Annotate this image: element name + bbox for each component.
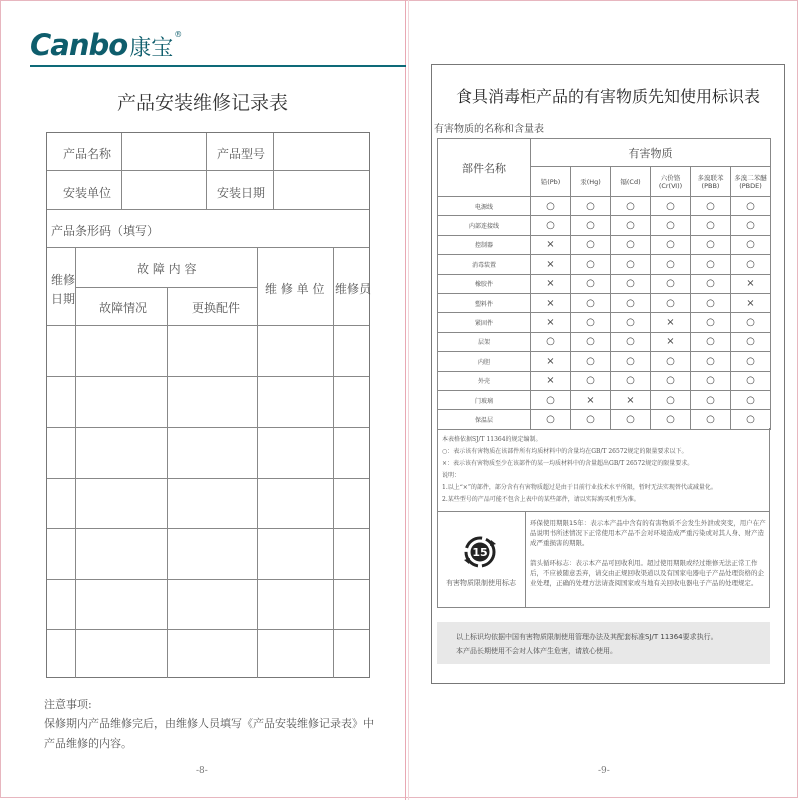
substance-mark-cell: ○ xyxy=(531,197,571,216)
substance-mark-cell: ○ xyxy=(651,293,691,312)
substance-mark-cell: ○ xyxy=(651,197,691,216)
note-line: 本表格依据SJ/T 11364的规定编制。 xyxy=(442,436,542,443)
substance-symbol: (PBDE) xyxy=(739,181,762,190)
substance-name: 镉(Cd) xyxy=(620,177,641,186)
part-name-cell: 内部连接线 xyxy=(438,216,531,235)
substance-mark-cell: × xyxy=(531,274,571,293)
hazardous-substance-table xyxy=(437,138,771,430)
table-rule xyxy=(47,209,369,210)
table-row xyxy=(438,255,771,274)
substance-mark-cell: ○ xyxy=(571,197,611,216)
page-number-right: -9- xyxy=(598,766,610,776)
substance-column-header xyxy=(611,167,651,197)
part-name-cell: 橡胶件 xyxy=(438,274,531,293)
substance-mark-cell: ○ xyxy=(691,235,731,254)
substance-mark-cell: ○ xyxy=(691,410,731,429)
substance-column-header xyxy=(531,167,571,197)
table-row xyxy=(438,332,771,351)
table-rule xyxy=(75,247,76,678)
table-rule xyxy=(257,247,258,678)
substance-mark-cell: ○ xyxy=(731,332,771,351)
substance-mark-cell: ○ xyxy=(571,332,611,351)
substance-column-header xyxy=(691,167,731,197)
table-rule xyxy=(47,579,369,580)
substance-mark-cell: × xyxy=(651,313,691,332)
substance-mark-cell: ○ xyxy=(611,410,651,429)
substance-mark-cell: ○ xyxy=(691,352,731,371)
substance-mark-cell: ○ xyxy=(691,332,731,351)
label-repair-date-line1: 维修 xyxy=(51,273,76,287)
substance-mark-cell: × xyxy=(731,293,771,312)
header-rule xyxy=(30,65,406,67)
substance-mark-cell: ○ xyxy=(651,352,691,371)
note-line: 说明： xyxy=(442,472,461,479)
substance-mark-cell: × xyxy=(731,274,771,293)
substance-mark-cell: ○ xyxy=(611,197,651,216)
logo-wordmark: Canbo xyxy=(30,28,128,62)
table-rule xyxy=(206,133,207,209)
part-name-cell: 保温层 xyxy=(438,410,531,429)
substance-mark-cell: ○ xyxy=(611,352,651,371)
label-fault-condition: 故障情况 xyxy=(99,301,148,315)
substance-column-header xyxy=(571,167,611,197)
substance-mark-cell: ○ xyxy=(611,216,651,235)
substance-mark-cell: ○ xyxy=(651,390,691,409)
substance-mark-cell: × xyxy=(571,390,611,409)
part-name-header: 部件名称 xyxy=(438,139,531,197)
label-install-unit: 安装单位 xyxy=(63,186,112,200)
table-rule xyxy=(273,133,274,209)
table-rule xyxy=(333,247,334,678)
substance-mark-cell: ○ xyxy=(651,371,691,390)
substance-mark-cell: × xyxy=(531,352,571,371)
substance-caption: 有害物质的名称和含量表 xyxy=(434,124,544,135)
page-fold-line xyxy=(405,0,406,800)
substance-mark-cell: ○ xyxy=(531,410,571,429)
epup-caption: 有害物质限制使用标志 xyxy=(446,579,516,587)
substance-mark-cell: ○ xyxy=(531,390,571,409)
note-body: 保修期内产品维修完后，由维修人员填写《产品安装维修记录表》中产品维修的内容。 xyxy=(44,717,374,750)
substance-mark-cell: × xyxy=(611,390,651,409)
substance-mark-cell: ○ xyxy=(731,410,771,429)
substance-mark-cell: × xyxy=(531,371,571,390)
substance-mark-cell: ○ xyxy=(611,313,651,332)
label-repair-unit: 维 修 单 位 xyxy=(265,282,325,296)
substance-mark-cell: ○ xyxy=(611,332,651,351)
substance-name: 多溴二苯醚 xyxy=(734,173,767,182)
label-repair-date-line2: 日期 xyxy=(51,292,76,306)
substance-header: 有害物质 xyxy=(531,139,771,167)
compliance-footer xyxy=(437,622,770,664)
epup-15-recycle-icon xyxy=(460,532,500,572)
table-rule xyxy=(47,478,369,479)
logo-chinese: 康宝 xyxy=(129,36,174,61)
substance-mark-cell: × xyxy=(531,255,571,274)
part-name-cell: 电源线 xyxy=(438,197,531,216)
logo-registered-mark: ® xyxy=(174,30,183,39)
part-name-cell: 紧固件 xyxy=(438,313,531,332)
substance-mark-cell: ○ xyxy=(531,216,571,235)
table-row xyxy=(438,352,771,371)
table-row xyxy=(438,235,771,254)
substance-mark-cell: ○ xyxy=(651,274,691,293)
page-title: 产品安装维修记录表 xyxy=(116,92,288,114)
note-line: 1.以上“×”的部件，部分含有有害物质超过是由于目前行业技术水平所限，暂时无法实现替代或减量化。 xyxy=(442,484,717,491)
substance-mark-cell: ○ xyxy=(571,352,611,371)
substance-mark-cell: ○ xyxy=(571,274,611,293)
table-rule xyxy=(75,287,257,288)
brand-logo xyxy=(30,26,182,62)
table-row xyxy=(438,274,771,293)
part-name-cell: 层架 xyxy=(438,332,531,351)
substance-mark-cell: ○ xyxy=(731,352,771,371)
table-row xyxy=(438,313,771,332)
label-install-date: 安装日期 xyxy=(217,186,266,200)
part-name-cell: 消毒装置 xyxy=(438,255,531,274)
epup-number: 15 xyxy=(472,546,488,559)
substance-symbol: (PBB) xyxy=(701,181,720,190)
substance-name: 多溴联苯 xyxy=(697,173,724,182)
substance-mark-cell: ○ xyxy=(691,390,731,409)
substance-mark-cell: ○ xyxy=(571,313,611,332)
substance-name: 汞(Hg) xyxy=(580,177,601,186)
substance-mark-cell: ○ xyxy=(571,216,611,235)
substance-mark-cell: ○ xyxy=(691,216,731,235)
substance-mark-cell: ○ xyxy=(691,293,731,312)
substance-mark-cell: ○ xyxy=(731,235,771,254)
substance-symbol: (Cr(Ⅵ)) xyxy=(658,181,683,190)
substance-mark-cell: ○ xyxy=(731,197,771,216)
compliance-line-2: 本产品长期使用不会对人体产生危害，请放心使用。 xyxy=(456,647,617,655)
substance-mark-cell: × xyxy=(651,332,691,351)
table-row xyxy=(438,410,771,429)
substance-mark-cell: ○ xyxy=(611,255,651,274)
table-rule xyxy=(47,629,369,630)
substance-mark-cell: ○ xyxy=(651,255,691,274)
substance-mark-cell: ○ xyxy=(691,313,731,332)
table-rule xyxy=(47,376,369,377)
label-parts-replaced: 更换配件 xyxy=(192,301,241,315)
page-fold-line-inner xyxy=(408,0,409,800)
substance-mark-cell: ○ xyxy=(571,410,611,429)
note-title: 注意事项: xyxy=(44,698,92,711)
table-row xyxy=(438,216,771,235)
substance-name: 铅(Pb) xyxy=(540,177,561,186)
note-line: 2.某些型号的产品可能不包含上表中的某些部件，请以实际购买机型为准。 xyxy=(442,496,640,503)
part-name-cell: 控制器 xyxy=(438,235,531,254)
part-name-cell: 内胆 xyxy=(438,352,531,371)
part-name-cell: 门玻璃 xyxy=(438,390,531,409)
substance-name: 六价铬 xyxy=(660,173,681,182)
table-row xyxy=(438,390,771,409)
epup-period-text: 环保使用期限15年：表示本产品中含有的有害物质不会发生外泄或突变，用户在产品说明书所述情况下正常使用本产品不会对环境造成严重污染或对其人身、财产造成严重损害的期限。 xyxy=(530,519,766,547)
substance-mark-cell: ○ xyxy=(691,255,731,274)
substance-mark-cell: ○ xyxy=(731,390,771,409)
substance-mark-cell: ○ xyxy=(691,371,731,390)
substance-mark-cell: ○ xyxy=(731,313,771,332)
table-row xyxy=(438,293,771,312)
page-number-left: -8- xyxy=(196,766,208,776)
substance-mark-cell: ○ xyxy=(651,235,691,254)
label-fault-content: 故 障 内 容 xyxy=(137,262,197,276)
substance-mark-cell: ○ xyxy=(731,255,771,274)
repair-record-table xyxy=(46,132,370,678)
substance-column-header xyxy=(651,167,691,197)
hazard-table-title: 食具消毒柜产品的有害物质先知使用标识表 xyxy=(455,87,760,106)
substance-mark-cell: ○ xyxy=(731,216,771,235)
table-rule xyxy=(47,247,369,248)
label-barcode: 产品条形码（填写） xyxy=(51,224,160,238)
table-rule xyxy=(47,170,369,171)
recycle-text: 箭头循环标志：表示本产品可回收利用。超过使用期限或经过维修无法正常工作后，不应被随意丢弃，请交由正规回收渠道以及有国家电器电子产品处理资格的企业处理，正确的处理方法请查阅国家或当地有关回收电器电子产品的处理规定。 xyxy=(530,559,764,587)
note-line: ×：表示该有害物质至少在该部件的某一均质材料中的含量超出GB/T 26572规定的限量要求。 xyxy=(442,460,694,467)
table-rule xyxy=(47,325,369,326)
table-rule xyxy=(167,287,168,678)
substance-mark-cell: ○ xyxy=(611,371,651,390)
substance-mark-cell: ○ xyxy=(571,371,611,390)
substance-column-header xyxy=(731,167,771,197)
table-row xyxy=(438,371,771,390)
compliance-line-1: 以上标识均依据中国有害物质限制使用管理办法及其配套标准SJ/T 11364要求执行。 xyxy=(456,633,718,641)
substance-mark-cell: ○ xyxy=(571,235,611,254)
part-name-cell: 塑料件 xyxy=(438,293,531,312)
table-rule xyxy=(47,528,369,529)
part-name-cell: 外壳 xyxy=(438,371,531,390)
note-line: ○：表示该有害物质在该部件所有均质材料中的含量均在GB/T 26572规定的限量要求以下。 xyxy=(442,448,688,455)
substance-mark-cell: ○ xyxy=(651,216,691,235)
substance-mark-cell: × xyxy=(531,313,571,332)
substance-mark-cell: ○ xyxy=(651,410,691,429)
substance-mark-cell: ○ xyxy=(611,235,651,254)
substance-mark-cell: ○ xyxy=(611,274,651,293)
substance-mark-cell: × xyxy=(531,235,571,254)
substance-mark-cell: ○ xyxy=(531,332,571,351)
label-repairer: 维修员 xyxy=(335,282,372,296)
table-rule xyxy=(47,427,369,428)
label-product-name: 产品名称 xyxy=(63,147,112,161)
table-rule xyxy=(121,133,122,209)
table-notes xyxy=(437,428,770,512)
substance-mark-cell: ○ xyxy=(691,197,731,216)
epup-divider xyxy=(525,512,526,608)
substance-mark-cell: ○ xyxy=(611,293,651,312)
substance-mark-cell: ○ xyxy=(571,293,611,312)
substance-mark-cell: ○ xyxy=(571,255,611,274)
label-product-model: 产品型号 xyxy=(217,147,266,161)
table-row xyxy=(438,197,771,216)
substance-mark-cell: × xyxy=(531,293,571,312)
substance-mark-cell: ○ xyxy=(691,274,731,293)
substance-mark-cell: ○ xyxy=(731,371,771,390)
